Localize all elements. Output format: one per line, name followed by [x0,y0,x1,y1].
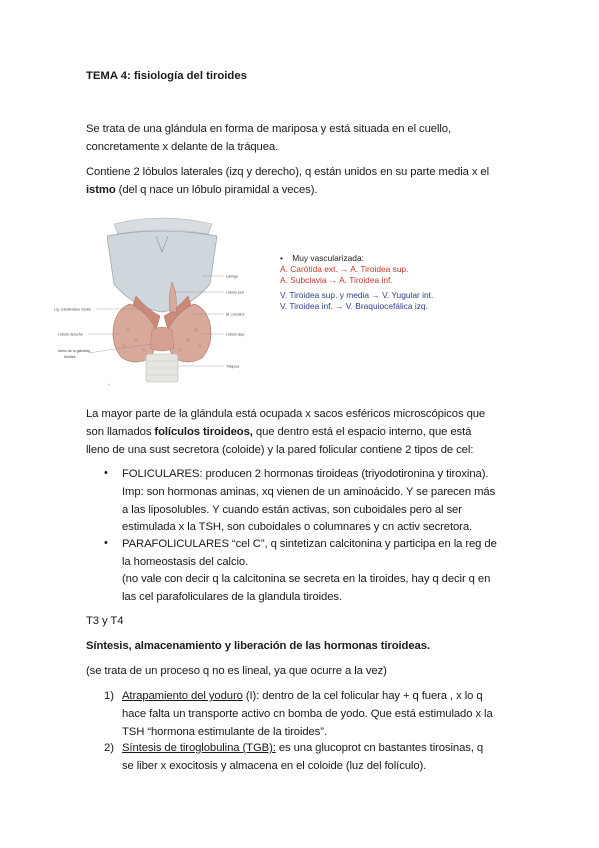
text-span: (I): dentro de la cel folicular hay + q fuera , x lo q [242,690,483,702]
paragraph-line [86,423,471,442]
step-title: Síntesis de tiroglobulina (TGB): [122,742,276,754]
thyroid-cartilage [107,231,217,312]
step-line: hace falta un transporte activo cn bomba de yodo. Que está estimulado x la [122,708,493,720]
bullet-icon: • [280,253,283,263]
text-span: son llamados [86,426,155,438]
text-span: es una glucoprot cn bastantes tirosinas, q [275,742,484,754]
paragraph-line: (se trata de un proceso q no es lineal, ya que ocurre a la vez) [86,665,387,677]
isthmus [150,327,174,351]
label-laringe: Laringe [226,274,238,279]
vascularization-title: Muy vascularizada: [292,253,364,263]
list-item-line: estimulada x la TSH, son cuboidales o columnares y cn activ secretora. [122,521,473,533]
list-item-line: las cel parafoliculares de la glandula tiroides. [122,591,343,603]
list-item-line: Imp: son hormonas aminas, xq vienen de un aminoácido. Y se parecen más [122,486,496,498]
text-span: que dentro está el espacio interno, que está [252,426,472,438]
step-title: Atrapamiento del yoduro [122,690,243,702]
step-line [122,739,483,758]
paragraph-line: Contiene 2 lóbulos laterales (izq y derecho), q están unidos en su parte media x el [86,166,490,178]
step-line [122,687,483,706]
artery-item: A. Carótida ext. → A. Tiroidea sup. [280,264,409,275]
paragraph-line: La mayor parte de la glándula está ocupada x sacos esféricos microscópicos que [86,408,486,420]
bold-term: istmo [86,184,116,196]
section-title: Síntesis, almacenamiento y liberación de las hormonas tiroideas. [86,640,430,652]
paragraph-line: concretamente x delante de la tráquea. [86,141,279,153]
step-number: 2) [104,742,115,754]
label-istmo: Istmo de la glándula [58,349,91,353]
bold-term: folículos tiroideos, [154,426,253,438]
list-item-line: (no vale con decir q la calcitonina se secreta en la tiroides, hay q decir q en [122,573,491,585]
paragraph-line [86,181,317,200]
label-m-cricotiroideo: M. cricotiroi [226,312,245,317]
text-span: (del q nace un lóbulo piramidal a veces). [115,184,318,196]
label-lobulo-piramidal: Lóbulo pira [226,290,244,295]
vascularization-heading [280,253,433,264]
label-traquea: Tráquea [226,364,240,369]
label-istmo-cont: tiroides [64,355,76,359]
step-line: TSH “hormona estimulante de la tiroides”. [122,726,327,738]
paragraph-line: Se trata de una glándula en forma de mariposa y está situada en el cuello, [86,123,452,135]
bullet-icon: • [104,467,108,479]
vascularization-list [280,253,433,312]
list-item-line: a las liposolubles. Y cuando están activas, son cuboidales pero al ser [122,504,462,516]
label-lig-cricotiroideo: Lig. cricotiroideo medio [54,307,91,312]
thyroid-anatomy-figure [52,212,277,387]
section-label: T3 y T4 [86,615,124,627]
label-lobulo-izquierdo: Lóbulo izqu [226,332,245,337]
step-number: 1) [104,690,115,702]
list-item-line: FOLICULARES: producen 2 hormonas tiroideas (triyodotironina y tiroxina). [122,468,489,480]
bullet-icon: • [104,537,108,549]
list-item-line: la homeostasis del calcio. [122,556,249,568]
artery-item: A. Subclavia → A. Tiroidea inf. [280,275,393,286]
thyroid-illustration [52,212,277,387]
step-line: se liber x exocitosis y almacena en el coloide (luz del folículo). [122,760,427,772]
vein-item: V. Tiroidea inf. → V. Braquiocefálica izq. [280,300,428,311]
label-lobulo-derecho: Lóbulo derecho [58,332,83,337]
vein-item: V. Tiroidea sup. y media → V. Yugular int. [280,289,434,300]
page-title: TEMA 4: fisiología del tiroides [86,70,247,82]
paragraph-line: lleno de una sust secretora (coloide) y la pared folicular contiene 2 tipos de cel: [86,444,474,456]
list-item-line: PARAFOLICULARES “cel C”, q sintetizan calcitonina y participa en la reg de [122,538,497,550]
figure-star: * [108,383,110,387]
